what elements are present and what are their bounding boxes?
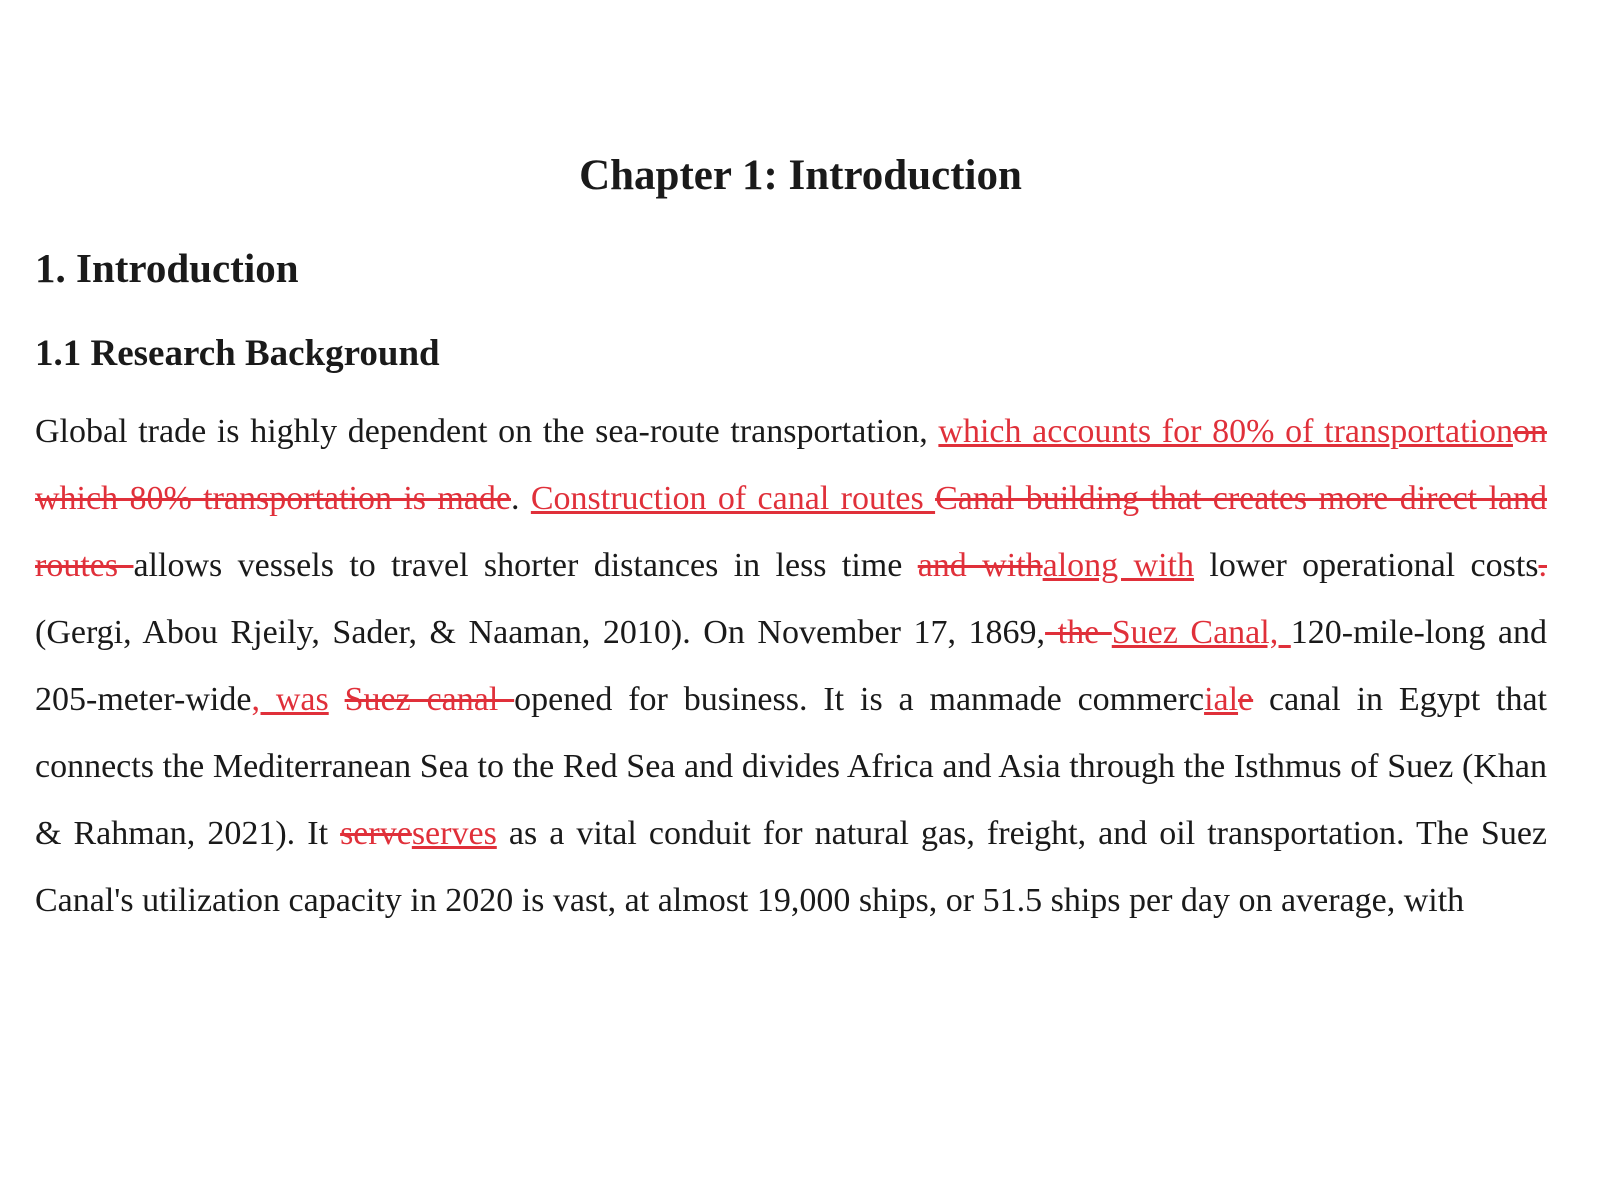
tracked-insertion[interactable]: along with xyxy=(1042,547,1195,584)
tracked-deletion[interactable]: . xyxy=(1538,547,1547,584)
text-run: opened for business. It is a manmade commerc xyxy=(514,681,1205,718)
text-run: . xyxy=(511,480,531,517)
text-run xyxy=(329,681,345,718)
text-run: as a vital conduit for natural gas, freight, and oil transportation. The Suez Canal's utilization capacity in 2020 is vast, at almost 19,000 ships, or 51.5 ships per day on average, with xyxy=(35,815,1548,919)
text-run: Global trade is highly dependent on the sea-route transportation, xyxy=(35,413,939,450)
subsection-heading: 1.1 Research Background xyxy=(35,333,440,374)
tracked-deletion[interactable]: the xyxy=(1045,614,1112,651)
tracked-insertion[interactable]: serves xyxy=(411,815,497,852)
tracked-insertion[interactable]: Suez Canal, xyxy=(1111,614,1291,651)
tracked-deletion[interactable]: e xyxy=(1238,681,1254,718)
text-run: (Gergi, Abou Rjeily, Sader, & Naaman, 2010). On November 17, 1869, xyxy=(35,614,1046,651)
tracked-deletion[interactable]: Canal building that creates more direct land routes xyxy=(35,480,1547,584)
tracked-insertion[interactable]: ial xyxy=(1204,681,1239,718)
research-background-paragraph xyxy=(35,398,1547,934)
tracked-insertion[interactable]: , was xyxy=(251,681,329,718)
text-run: canal in Egypt that connects the Mediterranean Sea to the Red Sea and divides Africa and Asia through the Isthmus of Suez (Khan & Rahman, 2021). It xyxy=(35,681,1548,852)
tracked-deletion[interactable]: Suez canal xyxy=(344,681,515,718)
tracked-deletion[interactable]: and with xyxy=(917,547,1043,584)
tracked-deletion[interactable]: on which 80% transportation is made xyxy=(35,413,1547,517)
tracked-insertion[interactable]: which accounts for 80% of transportation xyxy=(938,413,1513,450)
chapter-title: Chapter 1: Introduction xyxy=(579,152,1022,199)
text-run: allows vessels to travel shorter distances in less time xyxy=(133,547,918,584)
tracked-deletion[interactable]: serve xyxy=(340,815,412,852)
section-heading: 1. Introduction xyxy=(35,245,299,291)
text-run: lower operational costs xyxy=(1194,547,1539,584)
tracked-insertion[interactable]: Construction of canal routes xyxy=(530,480,936,517)
text-run: 120-mile-long and 205-meter-wide xyxy=(35,614,1547,718)
